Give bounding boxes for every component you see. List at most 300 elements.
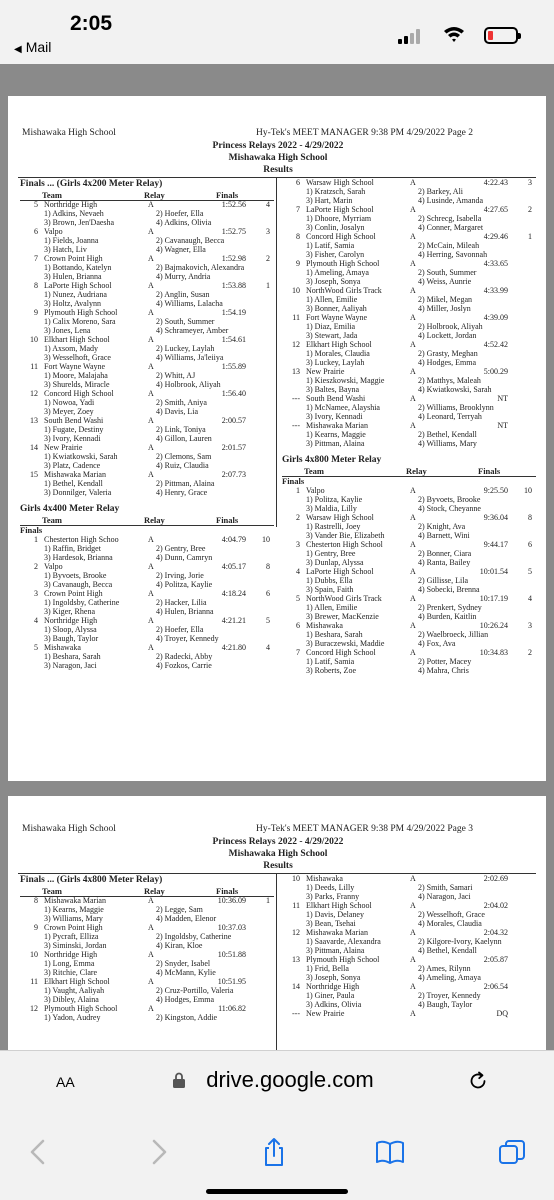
relay-letter: A bbox=[410, 901, 416, 910]
athlete-1: 3) Spain, Faith bbox=[306, 585, 354, 594]
athlete-2: 2) Knight, Ava bbox=[418, 522, 466, 531]
header-team: Team bbox=[42, 190, 62, 200]
athlete-1: 3) Hardesok, Brianna bbox=[44, 553, 113, 562]
relay-letter: A bbox=[148, 416, 154, 425]
relay-letter: A bbox=[148, 335, 154, 344]
athlete-2: 4) Ameling, Amaya bbox=[418, 973, 481, 982]
athlete-2: 2) Holbrook, Aliyah bbox=[418, 322, 483, 331]
finals-time: 10:17.19 bbox=[479, 594, 508, 603]
athlete-1: 3) Bonner, Aaliyah bbox=[306, 304, 367, 313]
reload-icon[interactable] bbox=[468, 1071, 488, 1091]
athlete-1: 3) Williams, Mary bbox=[44, 914, 103, 923]
team-name: Mishawaka bbox=[44, 643, 81, 652]
athlete-1: 3) Joseph, Sonya bbox=[306, 973, 361, 982]
athlete-1: 3) Wesselhoft, Grace bbox=[44, 353, 111, 362]
athlete-2: 2) Ingoldsby, Catherine bbox=[156, 932, 232, 941]
athlete-2: 2) Kingston, Addie bbox=[156, 1013, 218, 1022]
athlete-1: 3) Luckey, Laylah bbox=[306, 358, 365, 367]
athlete-1: 3) Bean, Tsehai bbox=[306, 919, 356, 928]
relay-letter: A bbox=[148, 977, 154, 986]
athlete-2: 2) Hoefer, Ella bbox=[156, 625, 204, 634]
team-name: LaPorte High School bbox=[306, 205, 374, 214]
finals-time: 4:22.43 bbox=[483, 178, 508, 187]
team-name: Plymouth High School bbox=[44, 1004, 118, 1013]
team-name: South Bend Washi bbox=[306, 394, 366, 403]
athlete-2: 4) Conner, Margaret bbox=[418, 223, 484, 232]
wifi-icon bbox=[443, 25, 465, 43]
athlete-1: 3) Ivory, Kennadi bbox=[44, 434, 101, 443]
athlete-1: 1) Beshara, Sarah bbox=[44, 652, 101, 661]
safari-toolbar bbox=[0, 1050, 554, 1200]
athlete-2: 4) McMann, Kylie bbox=[156, 968, 216, 977]
place: 6 bbox=[34, 227, 38, 236]
pdf-page-3 bbox=[8, 796, 546, 1050]
relay-letter: A bbox=[410, 178, 416, 187]
place: 3 bbox=[34, 589, 38, 598]
team-name: Chesterton High School bbox=[306, 540, 383, 549]
athlete-2: 2) Link, Toniya bbox=[156, 425, 206, 434]
forward-chevron-icon[interactable] bbox=[143, 1137, 173, 1167]
relay-letter: A bbox=[148, 389, 154, 398]
place: 1 bbox=[34, 535, 38, 544]
athlete-2: 2) Smith, Aniya bbox=[156, 398, 207, 407]
athlete-2: 2) Grasty, Meghan bbox=[418, 349, 478, 358]
relay-letter: A bbox=[148, 616, 154, 625]
athlete-1: 1) Ameling, Amaya bbox=[306, 268, 369, 277]
athlete-2: 2) Whitt, AJ bbox=[156, 371, 196, 380]
athlete-2: 2) South, Summer bbox=[156, 317, 215, 326]
athlete-1: 1) Vaught, Aaliyah bbox=[44, 986, 105, 995]
document-viewer[interactable] bbox=[0, 64, 554, 1050]
team-name: Chesterton High Schoo bbox=[44, 535, 119, 544]
back-chevron-icon[interactable] bbox=[24, 1137, 54, 1167]
relay-letter: A bbox=[148, 200, 154, 209]
points: 2 bbox=[528, 205, 532, 214]
athlete-2: 4) Burden, Kaitlin bbox=[418, 612, 477, 621]
address-bar-url[interactable]: drive.google.com bbox=[206, 1067, 374, 1092]
finals-time: 4:04.79 bbox=[221, 535, 246, 544]
place: 13 bbox=[30, 416, 38, 425]
athlete-1: 3) Pittman, Alaina bbox=[306, 439, 365, 448]
points: 4 bbox=[266, 200, 270, 209]
place: 2 bbox=[296, 513, 300, 522]
finals-time: 2:06.54 bbox=[483, 982, 508, 991]
team-name: Mishawaka Marian bbox=[306, 421, 368, 430]
athlete-1: 3) Baltes, Bayna bbox=[306, 385, 360, 394]
battery-icon bbox=[484, 27, 518, 44]
team-name: Northridge High bbox=[44, 200, 98, 209]
athlete-1: 1) Dubbs, Ella bbox=[306, 576, 353, 585]
relay-letter: A bbox=[148, 281, 154, 290]
place: 12 bbox=[292, 340, 300, 349]
finals-time: 2:04.32 bbox=[483, 928, 508, 937]
team-name: South Bend Washi bbox=[44, 416, 104, 425]
athlete-2: 4) Troyer, Kennedy bbox=[156, 634, 219, 643]
relay-letter: A bbox=[410, 486, 416, 495]
athlete-2: 4) Stock, Cheyanne bbox=[418, 504, 481, 513]
place: 5 bbox=[34, 643, 38, 652]
athlete-row bbox=[282, 440, 536, 449]
place: 8 bbox=[34, 896, 38, 905]
athlete-1: 3) Adkins, Olivia bbox=[306, 1000, 362, 1009]
meet-host: Mishawaka High School bbox=[228, 849, 328, 859]
header-relay: Relay bbox=[144, 190, 165, 200]
finals-time: 4:29.46 bbox=[483, 232, 508, 241]
relay-letter: A bbox=[148, 443, 154, 452]
place: 4 bbox=[296, 567, 300, 576]
athlete-2: 2) Potter, Macey bbox=[418, 657, 472, 666]
points: 1 bbox=[528, 232, 532, 241]
athlete-2: 4) Wagner, Ella bbox=[156, 245, 206, 254]
athlete-2: 4) Dunn, Camryn bbox=[156, 553, 213, 562]
athlete-2: 4) Mahra, Chris bbox=[418, 666, 469, 675]
column-header-row bbox=[282, 467, 536, 477]
athlete-2: 2) Bajmakovich, Alexandra bbox=[156, 263, 245, 272]
athlete-1: 3) Buraczewski, Maddie bbox=[306, 639, 385, 648]
athlete-2: 4) Hulen, Brianna bbox=[156, 607, 214, 616]
athlete-2: 4) Adkins, Olivia bbox=[156, 218, 212, 227]
relay-letter: A bbox=[410, 1009, 416, 1018]
relay-letter: A bbox=[410, 421, 416, 430]
team-name: Valpo bbox=[44, 227, 63, 236]
page-meet-manager-header: Hy-Tek's MEET MANAGER 9:38 PM 4/29/2022 Page 3 bbox=[256, 824, 473, 834]
points: 10 bbox=[524, 486, 532, 495]
team-name: Mishawaka Marian bbox=[44, 896, 106, 905]
athlete-1: 3) Meyer, Zoey bbox=[44, 407, 94, 416]
team-name: Mishawaka Marian bbox=[306, 928, 368, 937]
place: 1 bbox=[296, 486, 300, 495]
place: 7 bbox=[296, 205, 300, 214]
status-time: 2:05 bbox=[70, 12, 113, 35]
athlete-1: 3) Roberts, Zoe bbox=[306, 666, 356, 675]
place: 14 bbox=[292, 982, 300, 991]
finals-time: 2:04.02 bbox=[483, 901, 508, 910]
athlete-2: 4) Davis, Lia bbox=[156, 407, 198, 416]
team-result-row bbox=[282, 1010, 536, 1019]
athlete-2: 2) Wesselhoft, Grace bbox=[418, 910, 485, 919]
place: 12 bbox=[30, 1004, 38, 1013]
finals-time: 2:02.69 bbox=[483, 874, 508, 883]
athlete-1: 1) Bethel, Kendall bbox=[44, 479, 103, 488]
points: 3 bbox=[528, 621, 532, 630]
athlete-1: 3) Shurelds, Miracle bbox=[44, 380, 110, 389]
athlete-2: 4) Sobecki, Brenna bbox=[418, 585, 480, 594]
athlete-1: 1) Nunez, Audriana bbox=[44, 290, 107, 299]
team-name: Plymouth High School bbox=[306, 259, 380, 268]
place: 4 bbox=[34, 616, 38, 625]
finals-time: 4:21.80 bbox=[221, 643, 246, 652]
athlete-1: 1) Rastrelli, Joey bbox=[306, 522, 361, 531]
athlete-2: 4) Fox, Ava bbox=[418, 639, 456, 648]
athlete-2: 2) Hacker, Lilia bbox=[156, 598, 207, 607]
athlete-1: 1) Kwiatkowski, Sarah bbox=[44, 452, 118, 461]
finals-time: 1:54.19 bbox=[221, 308, 246, 317]
finals-time: 9:36.04 bbox=[483, 513, 508, 522]
athlete-2: 4) Kiran, Kloe bbox=[156, 941, 203, 950]
points: 6 bbox=[266, 589, 270, 598]
athlete-1: 1) Allen, Emilie bbox=[306, 295, 358, 304]
team-name: NorthWood Girls Track bbox=[306, 594, 382, 603]
athlete-2: 4) Hodges, Emma bbox=[418, 358, 476, 367]
relay-letter: A bbox=[410, 313, 416, 322]
team-name: Warsaw High School bbox=[306, 178, 374, 187]
points: 2 bbox=[528, 648, 532, 657]
team-name: Valpo bbox=[44, 562, 63, 571]
points: 6 bbox=[528, 540, 532, 549]
finals-time: 4:33.65 bbox=[483, 259, 508, 268]
athlete-2: 2) Gentry, Bree bbox=[156, 544, 206, 553]
athlete-1: 3) Maldia, Lilly bbox=[306, 504, 357, 513]
place: 12 bbox=[30, 389, 38, 398]
points: 1 bbox=[266, 896, 270, 905]
athlete-2: 2) Ames, Rilynn bbox=[418, 964, 471, 973]
place: 11 bbox=[30, 362, 38, 371]
athlete-1: 1) Latif, Samia bbox=[306, 241, 355, 250]
finals-time: 10:26.24 bbox=[479, 621, 508, 630]
header-finals: Finals bbox=[216, 190, 239, 200]
athlete-2: 2) Anglin, Susan bbox=[156, 290, 210, 299]
team-name: Valpo bbox=[306, 486, 325, 495]
relay-letter: A bbox=[410, 621, 416, 630]
place: 9 bbox=[34, 308, 38, 317]
athlete-1: 3) Jones, Lena bbox=[44, 326, 91, 335]
finals-time: 10:36.09 bbox=[217, 896, 246, 905]
athlete-1: 3) Kiger, Rhena bbox=[44, 607, 95, 616]
finals-time: 4:21.21 bbox=[221, 616, 246, 625]
team-name: Northridge High bbox=[44, 950, 98, 959]
finals-time: 4:27.65 bbox=[483, 205, 508, 214]
place: 9 bbox=[296, 259, 300, 268]
points: 4 bbox=[528, 594, 532, 603]
finals-time: 4:39.09 bbox=[483, 313, 508, 322]
points: 5 bbox=[266, 616, 270, 625]
relay-letter: A bbox=[410, 648, 416, 657]
points: 1 bbox=[266, 281, 270, 290]
relay-letter: A bbox=[410, 367, 416, 376]
athlete-1: 1) Saavarde, Alexandra bbox=[306, 937, 381, 946]
athlete-1: 1) Latif, Samia bbox=[306, 657, 355, 666]
back-to-mail-link[interactable] bbox=[14, 39, 51, 55]
place: 8 bbox=[34, 281, 38, 290]
athlete-1: 1) Pycraft, Elliza bbox=[44, 932, 99, 941]
athlete-2: 4) Murry, Andria bbox=[156, 272, 211, 281]
results-column-left bbox=[20, 179, 274, 671]
athlete-1: 3) Siminski, Jordan bbox=[44, 941, 107, 950]
athlete-2: 2) Matthys, Maleah bbox=[418, 376, 481, 385]
athlete-1: 1) Diaz, Emilia bbox=[306, 322, 356, 331]
place: 3 bbox=[296, 540, 300, 549]
athlete-1: 1) Bottando, Katelyn bbox=[44, 263, 112, 272]
points: 4 bbox=[266, 643, 270, 652]
place: 6 bbox=[296, 621, 300, 630]
athlete-2: 4) Schrameyer, Amber bbox=[156, 326, 229, 335]
place: 10 bbox=[292, 286, 300, 295]
athlete-2: 4) Leonard, Terryah bbox=[418, 412, 482, 421]
athlete-2: 4) Morales, Claudia bbox=[418, 919, 482, 928]
place: --- bbox=[292, 1009, 300, 1018]
athlete-2: 4) Williams, Mary bbox=[418, 439, 477, 448]
athlete-2: 4) Williams, Lalacha bbox=[156, 299, 223, 308]
column-header-row bbox=[20, 516, 274, 526]
relay-letter: A bbox=[148, 535, 154, 544]
team-name: New Prairie bbox=[44, 443, 83, 452]
athlete-2: 2) Bonner, Ciara bbox=[418, 549, 472, 558]
status-bar bbox=[0, 0, 554, 64]
place: 10 bbox=[292, 874, 300, 883]
finals-time: DQ bbox=[496, 1009, 508, 1018]
athlete-1: 1) Nowoa, Yadi bbox=[44, 398, 95, 407]
points: 5 bbox=[528, 567, 532, 576]
athlete-1: 3) Stewart, Jada bbox=[306, 331, 358, 340]
athlete-2: 4) Politza, Kaylie bbox=[156, 580, 213, 589]
page-school-header: Mishawaka High School bbox=[22, 128, 116, 138]
athlete-1: 1) Long, Emma bbox=[44, 959, 95, 968]
athlete-1: 1) Kratzsch, Sarah bbox=[306, 187, 366, 196]
results-column-right bbox=[282, 875, 536, 1019]
team-name: Plymouth High School bbox=[44, 308, 118, 317]
team-name: Elkhart High School bbox=[44, 335, 110, 344]
page-meet-manager-header: Hy-Tek's MEET MANAGER 9:38 PM 4/29/2022 Page 2 bbox=[256, 128, 473, 138]
athlete-2: 2) Smith, Samari bbox=[418, 883, 473, 892]
place: 11 bbox=[292, 313, 300, 322]
athlete-1: 3) Parks, Franny bbox=[306, 892, 360, 901]
team-name: Concord High School bbox=[306, 648, 376, 657]
athlete-2: 2) Prenkert, Sydney bbox=[418, 603, 482, 612]
athlete-2: 2) Hoefer, Ella bbox=[156, 209, 204, 218]
team-name: LaPorte High School bbox=[44, 281, 112, 290]
athlete-1: 1) Moore, Malajaha bbox=[44, 371, 108, 380]
relay-letter: A bbox=[410, 955, 416, 964]
header-relay: Relay bbox=[144, 886, 165, 896]
athlete-1: 3) Hart, Marin bbox=[306, 196, 353, 205]
finals-label: Finals bbox=[20, 525, 43, 535]
athlete-1: 1) Giner, Paula bbox=[306, 991, 355, 1000]
athlete-2: 2) Mikel, Megan bbox=[418, 295, 472, 304]
relay-letter: A bbox=[410, 540, 416, 549]
athlete-1: 3) Baugh, Taylor bbox=[44, 634, 99, 643]
finals-time: 1:54.61 bbox=[221, 335, 246, 344]
finals-time: 1:56.40 bbox=[221, 389, 246, 398]
athlete-2: 4) Lockett, Jordan bbox=[418, 331, 477, 340]
athlete-2: 2) Waelbroeck, Jillian bbox=[418, 630, 489, 639]
athlete-1: 1) Calix Moreno, Sara bbox=[44, 317, 116, 326]
place: 5 bbox=[296, 594, 300, 603]
athlete-1: 1) Kearns, Maggie bbox=[306, 430, 366, 439]
athlete-1: 1) Politza, Kaylie bbox=[306, 495, 363, 504]
finals-time: NT bbox=[497, 394, 508, 403]
place: 12 bbox=[292, 928, 300, 937]
athlete-2: 2) Gillisse, Lila bbox=[418, 576, 468, 585]
athlete-1: 1) Sloop, Alyssa bbox=[44, 625, 97, 634]
athlete-2: 2) Williams, Brooklynn bbox=[418, 403, 494, 412]
relay-letter: A bbox=[148, 1004, 154, 1013]
team-name: Northridge High bbox=[306, 982, 360, 991]
header-team: Team bbox=[304, 466, 324, 476]
pdf-page-2 bbox=[8, 96, 546, 781]
place: 14 bbox=[30, 443, 38, 452]
athlete-1: 3) Brewer, MacKenzie bbox=[306, 612, 379, 621]
athlete-2: 2) Clemons, Sam bbox=[156, 452, 212, 461]
page-settings-button[interactable] bbox=[56, 1071, 75, 1093]
relay-letter: A bbox=[148, 896, 154, 905]
athlete-2: 4) Ranta, Bailey bbox=[418, 558, 471, 567]
place: 9 bbox=[34, 923, 38, 932]
finals-time: 4:33.99 bbox=[483, 286, 508, 295]
share-icon[interactable] bbox=[259, 1137, 289, 1167]
athlete-1: 3) Vander Bie, Elizabeth bbox=[306, 531, 385, 540]
athlete-2: 4) Weiss, Aunrie bbox=[418, 277, 472, 286]
relay-letter: A bbox=[410, 928, 416, 937]
meet-title: Princess Relays 2022 - 4/29/2022 bbox=[212, 141, 344, 151]
finals-time: 1:53.88 bbox=[221, 281, 246, 290]
relay-letter: A bbox=[148, 362, 154, 371]
place: 6 bbox=[296, 178, 300, 187]
tabs-icon[interactable] bbox=[497, 1137, 527, 1167]
place: 15 bbox=[30, 470, 38, 479]
athlete-1: 1) Gentry, Bree bbox=[306, 549, 356, 558]
points: 10 bbox=[262, 535, 270, 544]
relay-letter: A bbox=[410, 567, 416, 576]
bookmarks-icon[interactable] bbox=[375, 1137, 405, 1167]
athlete-1: 1) Adkins, Nevaeh bbox=[44, 209, 104, 218]
place: --- bbox=[292, 421, 300, 430]
place: 7 bbox=[296, 648, 300, 657]
athlete-2: 4) Miller, Joslyn bbox=[418, 304, 471, 313]
relay-letter: A bbox=[148, 950, 154, 959]
points: 8 bbox=[266, 562, 270, 571]
team-name: Elkhart High School bbox=[306, 340, 372, 349]
relay-letter: A bbox=[148, 470, 154, 479]
athlete-2: 2) Cavanaugh, Becca bbox=[156, 236, 225, 245]
athlete-2: 2) Snyder, Isabel bbox=[156, 959, 211, 968]
athlete-2: 4) Lusinde, Amanda bbox=[418, 196, 484, 205]
finals-time: 10:51.95 bbox=[217, 977, 246, 986]
athlete-2: 4) Holbrook, Aliyah bbox=[156, 380, 221, 389]
athlete-2: 2) Radecki, Abby bbox=[156, 652, 213, 661]
athlete-2: 4) Gillon, Lauren bbox=[156, 434, 212, 443]
relay-letter: A bbox=[410, 513, 416, 522]
points: 3 bbox=[266, 227, 270, 236]
place: 10 bbox=[30, 950, 38, 959]
athlete-1: 3) Pittman, Alaina bbox=[306, 946, 365, 955]
athlete-row bbox=[282, 667, 536, 676]
meet-host: Mishawaka High School bbox=[228, 153, 328, 163]
athlete-2: 4) Kwiatkowski, Sarah bbox=[418, 385, 492, 394]
relay-letter: A bbox=[148, 923, 154, 932]
team-name: Warsaw High School bbox=[306, 513, 374, 522]
athlete-2: 2) Luckey, Laylah bbox=[156, 344, 215, 353]
athlete-1: 3) Cavanaugh, Becca bbox=[44, 580, 113, 589]
athlete-2: 4) Henry, Grace bbox=[156, 488, 208, 497]
athlete-2: 4) Bethel, Kendall bbox=[418, 946, 477, 955]
athlete-2: 4) Ruiz, Claudia bbox=[156, 461, 209, 470]
relay-letter: A bbox=[148, 589, 154, 598]
relay-letter: A bbox=[410, 259, 416, 268]
team-name: New Prairie bbox=[306, 1009, 345, 1018]
finals-time: 2:00.57 bbox=[221, 416, 246, 425]
athlete-1: 3) Fisher, Carolyn bbox=[306, 250, 365, 259]
finals-time: 1:52.75 bbox=[221, 227, 246, 236]
athlete-2: 2) Schrecg, Isabella bbox=[418, 214, 482, 223]
finals-time: 2:05.87 bbox=[483, 955, 508, 964]
relay-letter: A bbox=[148, 643, 154, 652]
relay-letter: A bbox=[148, 227, 154, 236]
team-name: New Prairie bbox=[306, 367, 345, 376]
finals-time: 2:07.73 bbox=[221, 470, 246, 479]
athlete-1: 3) Holtz, Avalynn bbox=[44, 299, 101, 308]
points: 2 bbox=[266, 254, 270, 263]
points: 8 bbox=[528, 513, 532, 522]
